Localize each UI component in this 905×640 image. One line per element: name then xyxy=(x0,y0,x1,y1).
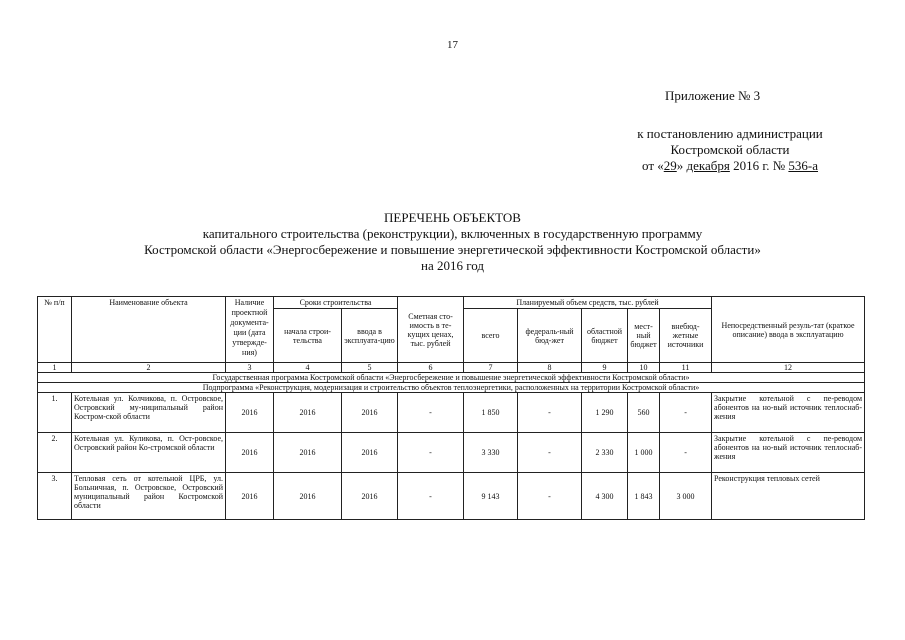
commission-year: 2016 xyxy=(342,433,398,473)
subprogram-title: Подпрограмма «Реконструкция, модернизация и строительство объектов теплоэнергетики, расположенных на территории Костромской области» xyxy=(38,383,865,393)
total-funding: 9 143 xyxy=(464,473,518,520)
column-number: 3 xyxy=(226,363,274,373)
local-funding: 1 843 xyxy=(628,473,660,520)
table-row xyxy=(38,433,865,473)
appendix-label: Приложение № 3 xyxy=(665,88,761,103)
estimate-cost: - xyxy=(398,473,464,520)
column-number: 7 xyxy=(464,363,518,373)
header-local: мест-ный бюджет xyxy=(628,309,660,363)
estimate-cost: - xyxy=(398,433,464,473)
title-line-1: ПЕРЕЧЕНЬ ОБЪЕКТОВ xyxy=(384,210,521,225)
table-row xyxy=(38,473,865,520)
column-numbers-row xyxy=(38,363,865,373)
column-number: 4 xyxy=(274,363,342,373)
decree-line-1: к постановлению администрации xyxy=(637,126,823,141)
header-no: № п/п xyxy=(38,297,72,363)
start-year: 2016 xyxy=(274,393,342,433)
header-start: начала строи-тельства xyxy=(274,309,342,363)
decree-prefix: от « xyxy=(641,158,664,173)
federal-funding: - xyxy=(518,393,582,433)
header-regional: областной бюджет xyxy=(582,309,628,363)
result-description: Закрытие котельной с пе-реводом абонентов на но-вый источник теплоснаб-жения xyxy=(712,433,865,473)
header-commission: ввода в эксплуата-цию xyxy=(342,309,398,363)
header-name: Наименование объекта xyxy=(72,297,226,363)
start-year: 2016 xyxy=(274,473,342,520)
regional-funding: 2 330 xyxy=(582,433,628,473)
total-funding: 1 850 xyxy=(464,393,518,433)
decree-month: декабря xyxy=(686,158,730,173)
decree-reference xyxy=(605,126,855,174)
column-number: 6 xyxy=(398,363,464,373)
decree-mid-1: » xyxy=(676,158,687,173)
header-funding: Планируемый объем средств, тыс. рублей xyxy=(464,297,712,309)
header-result: Непосредственный резуль-тат (краткое описание) ввода в эксплуатацию xyxy=(712,297,865,363)
object-name: Котельная ул. Куликова, п. Ост-ровское, Островский район Ко-стромской области xyxy=(72,433,226,473)
extrabudget-funding: 3 000 xyxy=(660,473,712,520)
column-number: 10 xyxy=(628,363,660,373)
header-extrabudget: внебюд-жетные источники xyxy=(660,309,712,363)
header-total: всего xyxy=(464,309,518,363)
document-title xyxy=(0,210,905,274)
header-federal: федераль-ный бюд-жет xyxy=(518,309,582,363)
decree-mid-2: 2016 г. № xyxy=(729,158,789,173)
decree-line-2: Костромской области xyxy=(670,142,790,157)
title-line-3: Костромской области «Энергосбережение и повышение энергетической эффективности Костромской области» xyxy=(144,242,761,257)
docs-date: 2016 xyxy=(226,433,274,473)
commission-year: 2016 xyxy=(342,393,398,433)
table-row xyxy=(38,393,865,433)
federal-funding: - xyxy=(518,473,582,520)
column-number: 2 xyxy=(72,363,226,373)
regional-funding: 1 290 xyxy=(582,393,628,433)
extrabudget-funding: - xyxy=(660,393,712,433)
program-title: Государственная программа Костромской области «Энергосбережение и повышение энергетической эффективности Костромской области» xyxy=(38,373,865,383)
row-number: 3. xyxy=(38,473,72,520)
page-number: 17 xyxy=(447,39,458,51)
federal-funding: - xyxy=(518,433,582,473)
result-description: Реконструкция тепловых сетей xyxy=(712,473,865,520)
decree-number: 536-а xyxy=(788,158,819,173)
program-row xyxy=(38,373,865,383)
title-line-4: на 2016 год xyxy=(421,258,484,273)
title-line-2: капитального строительства (реконструкции), включенных в государственную программу xyxy=(202,226,703,241)
column-number: 8 xyxy=(518,363,582,373)
commission-year: 2016 xyxy=(342,473,398,520)
header-estimate: Сметная сто-имость в те-кущих ценах, тыс. рублей xyxy=(398,297,464,363)
result-description: Закрытие котельной с пе-реводом абонентов на но-вый источник теплоснаб-жения xyxy=(712,393,865,433)
column-number: 5 xyxy=(342,363,398,373)
object-name: Котельная ул. Колчикова, п. Островское, Островский му-ниципальный район Костром-ской области xyxy=(72,393,226,433)
docs-date: 2016 xyxy=(226,473,274,520)
row-number: 2. xyxy=(38,433,72,473)
start-year: 2016 xyxy=(274,433,342,473)
column-number: 1 xyxy=(38,363,72,373)
docs-date: 2016 xyxy=(226,393,274,433)
decree-line-3 xyxy=(605,158,855,174)
local-funding: 1 000 xyxy=(628,433,660,473)
local-funding: 560 xyxy=(628,393,660,433)
column-number: 12 xyxy=(712,363,865,373)
header-docs: Наличие проектной документа-ции (дата утвержде-ния) xyxy=(226,297,274,363)
column-number: 9 xyxy=(582,363,628,373)
header-terms: Сроки строительства xyxy=(274,297,398,309)
regional-funding: 4 300 xyxy=(582,473,628,520)
object-name: Тепловая сеть от котельной ЦРБ, ул. Больничная, п. Островское, Островский муниципальный район Костромской области xyxy=(72,473,226,520)
column-number: 11 xyxy=(660,363,712,373)
header-row-1 xyxy=(38,297,865,309)
extrabudget-funding: - xyxy=(660,433,712,473)
row-number: 1. xyxy=(38,393,72,433)
estimate-cost: - xyxy=(398,393,464,433)
total-funding: 3 330 xyxy=(464,433,518,473)
decree-day: 29 xyxy=(663,158,677,173)
objects-table xyxy=(37,296,865,520)
subprogram-row xyxy=(38,383,865,393)
